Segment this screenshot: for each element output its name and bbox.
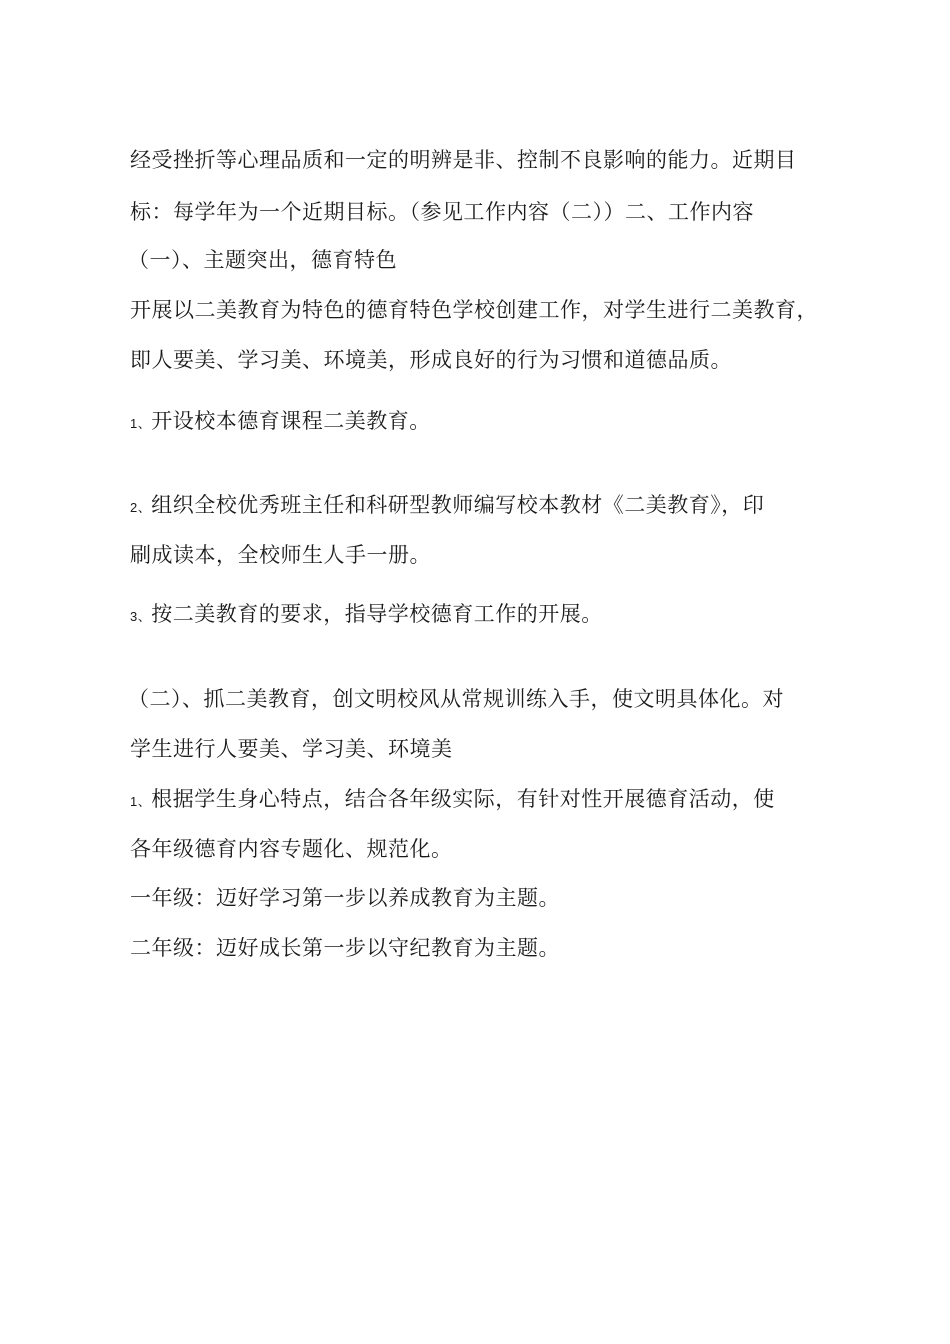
section-heading: （一）、主题突出，德育特色 (128, 248, 397, 272)
paragraph-line: 开展以二美教育为特色的德育特色学校创建工作，对学生进行二美教育， (130, 298, 818, 322)
paragraph-line: 各年级德育内容专题化、规范化。 (130, 837, 453, 861)
list-item-text: 组织全校优秀班主任和科研型教师编写校本教材《二美教育》，印 (151, 493, 765, 517)
list-item (130, 600, 603, 631)
paragraph-line: 一年级：迈好学习第一步以养成教育为主题。 (130, 886, 560, 910)
list-item-text: 开设校本德育课程二美教育。 (151, 409, 431, 433)
list-marker: 1、 (130, 794, 152, 809)
list-item-text: 按二美教育的要求，指导学校德育工作的开展。 (151, 602, 603, 626)
section-heading: （二）、抓二美教育，创文明校风从常规训练入手，使文明具体化。对 (128, 687, 784, 711)
list-item (130, 785, 775, 816)
paragraph-line: 经受挫折等心理品质和一定的明辨是非、控制不良影响的能力。近期目 (130, 148, 797, 172)
paragraph-line: 学生进行人要美、学习美、环境美 (130, 737, 453, 761)
list-item (130, 491, 764, 522)
paragraph-line: 刷成读本，全校师生人手一册。 (130, 543, 431, 567)
list-item-text: 根据学生身心特点，结合各年级实际，有针对性开展德育活动，使 (151, 787, 775, 811)
list-marker: 1、 (130, 416, 152, 431)
paragraph-line: 即人要美、学习美、环境美，形成良好的行为习惯和道德品质。 (130, 348, 732, 372)
paragraph-line: 二年级：迈好成长第一步以守纪教育为主题。 (130, 936, 560, 960)
list-marker: 3、 (130, 609, 152, 624)
paragraph-line: 标：每学年为一个近期目标。（参见工作内容（二））二、工作内容 (130, 200, 754, 224)
list-item (130, 407, 431, 438)
list-marker: 2、 (130, 500, 152, 515)
